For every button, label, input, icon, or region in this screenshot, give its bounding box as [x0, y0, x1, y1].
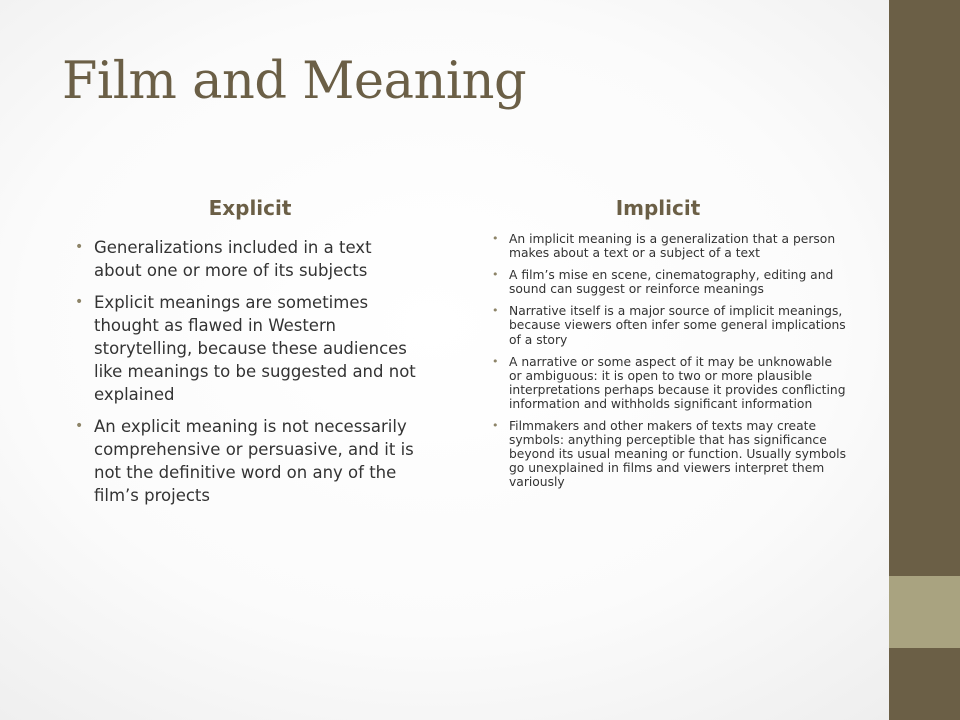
list-item [75, 291, 424, 406]
list-item [492, 419, 847, 490]
list-item [492, 354, 847, 411]
bullet-text: A narrative or some aspect of it may be unknowable or ambiguous: it is open to two or more plausible interpretations perhaps because it provides conflicting information and withholds significant information [509, 354, 846, 411]
bullet-icon: • [75, 418, 84, 434]
implicit-bullet-list [492, 232, 847, 498]
list-item [492, 232, 847, 261]
bullet-icon: • [75, 294, 84, 310]
slide-title: Film and Meaning [62, 52, 527, 111]
implicit-heading: Implicit [615, 196, 701, 220]
bullet-icon: • [75, 239, 84, 255]
explicit-bullet-list [75, 236, 424, 516]
side-bar-accent-block [889, 576, 960, 648]
bullet-text: Narrative itself is a major source of implicit meanings, because viewers often infer some general implications of a story [509, 304, 846, 347]
bullet-icon: • [492, 268, 499, 282]
bullet-icon: • [492, 304, 499, 318]
bullet-text: An explicit meaning is not necessarily comprehensive or persuasive, and it is not the definitive word on any of the film’s projects [94, 417, 414, 505]
bullet-text: Explicit meanings are sometimes thought as flawed in Western storytelling, because these audiences like meanings to be suggested and not explained [94, 293, 416, 404]
list-item [492, 268, 847, 297]
bullet-icon: • [492, 419, 499, 433]
bullet-text: An implicit meaning is a generalization that a person makes about a text or a subject of a text [509, 232, 836, 261]
explicit-heading: Explicit [208, 196, 292, 220]
list-item [75, 236, 424, 282]
bullet-text: A film’s mise en scene, cinematography, editing and sound can suggest or reinforce meanings [509, 268, 834, 297]
bullet-text: Generalizations included in a text about one or more of its subjects [94, 238, 372, 280]
list-item [492, 304, 847, 347]
list-item [75, 415, 424, 507]
decorative-side-bar [889, 0, 960, 720]
bullet-icon: • [492, 354, 499, 368]
bullet-icon: • [492, 232, 499, 245]
bullet-text: Filmmakers and other makers of texts may create symbols: anything perceptible that has significance beyond its usual meaning or function. Usually symbols go unexplained in films and viewers interpret them variously [509, 419, 846, 490]
